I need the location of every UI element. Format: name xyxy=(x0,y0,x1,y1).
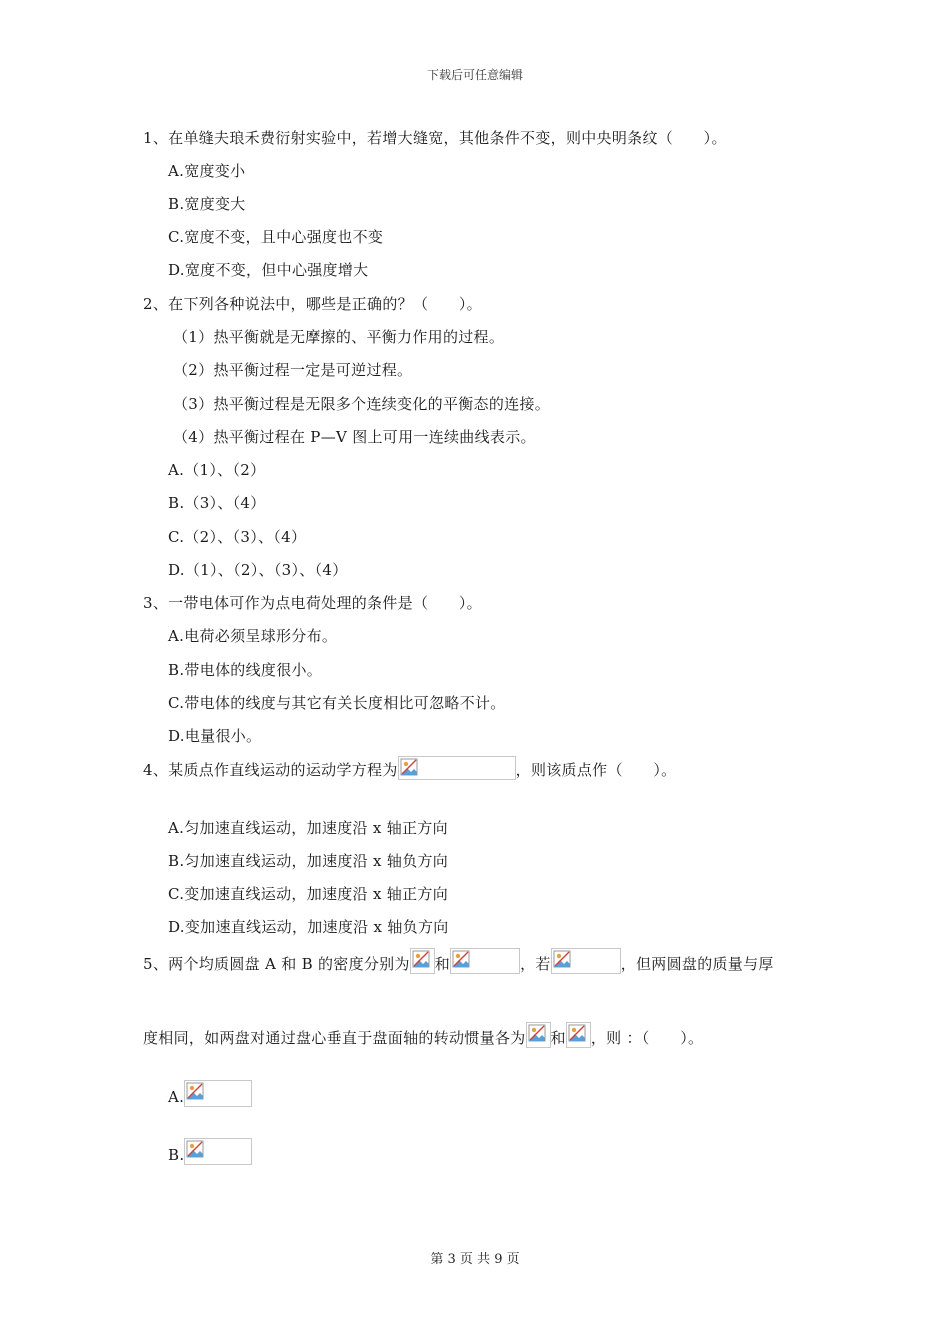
question-2-stem: 2、在下列各种说法中，哪些是正确的？（ ）。 xyxy=(143,295,482,313)
q5-line2-b: 和 xyxy=(550,1029,566,1047)
q4-option-d: D.变加速直线运动，加速度沿 x 轴负方向 xyxy=(168,918,449,936)
q5-line1-d: ，但两圆盘的质量与厚 xyxy=(620,955,774,973)
broken-image-icon xyxy=(553,950,571,968)
q3-option-d: D.电量很小。 xyxy=(168,727,262,745)
q5-inertia-b-image xyxy=(566,1022,591,1048)
q1-option-b: B.宽度变大 xyxy=(168,195,246,213)
q2-option-c: C.（2）、（3）、（4） xyxy=(168,528,307,546)
q2-statement-3: （3）热平衡过程是无限多个连续变化的平衡态的连接。 xyxy=(173,395,551,413)
q4-option-b: B.匀加速直线运动，加速度沿 x 轴负方向 xyxy=(168,852,449,870)
q2-statement-1: （1）热平衡就是无摩擦的、平衡力作用的过程。 xyxy=(173,328,505,346)
q1-option-d: D.宽度不变，但中心强度增大 xyxy=(168,261,369,279)
q5-density-b-image xyxy=(450,948,520,974)
q5-option-b-label: B. xyxy=(168,1146,185,1164)
question-3-stem: 3、一带电体可作为点电荷处理的条件是（ ）。 xyxy=(143,594,482,612)
q5-option-a-image xyxy=(184,1080,252,1107)
broken-image-icon xyxy=(568,1024,586,1042)
q5-line2-a: 度相同，如两盘对通过盘心垂直于盘面轴的转动惯量各为 xyxy=(143,1029,526,1047)
q5-option-a xyxy=(168,1080,252,1107)
broken-image-icon xyxy=(452,950,470,968)
q2-statement-2: （2）热平衡过程一定是可逆过程。 xyxy=(173,361,413,379)
question-5-stem-line2 xyxy=(143,1022,703,1048)
q3-option-b: B.带电体的线度很小。 xyxy=(168,661,323,679)
broken-image-icon xyxy=(186,1082,204,1100)
q3-option-c: C.带电体的线度与其它有关长度相比可忽略不计。 xyxy=(168,694,506,712)
q5-line1-b: 和 xyxy=(434,955,451,973)
broken-image-icon xyxy=(400,758,418,776)
q5-option-a-label: A. xyxy=(168,1088,185,1106)
q2-option-a: A.（1）、（2） xyxy=(168,461,266,479)
q5-line2-c: ，则 ：（ ）。 xyxy=(590,1029,704,1047)
page-footer: 第 3 页 共 9 页 xyxy=(430,1252,520,1267)
q5-inertia-a-image xyxy=(526,1022,551,1048)
q4-stem-after: ，则该质点作（ ）。 xyxy=(515,761,677,779)
q2-statement-4: （4）热平衡过程在 P—V 图上可用一连续曲线表示。 xyxy=(173,428,536,446)
broken-image-icon xyxy=(186,1140,204,1158)
q5-condition-image xyxy=(551,948,621,974)
q5-line1-a: 5、两个均质圆盘 A 和 B 的密度分别为 xyxy=(143,955,410,973)
q4-option-a: A.匀加速直线运动，加速度沿 x 轴正方向 xyxy=(168,819,448,837)
q1-option-a: A.宽度变小 xyxy=(168,162,246,180)
broken-image-icon xyxy=(412,950,430,968)
q5-line1-c: ，若 xyxy=(520,955,551,973)
q2-option-b: B.（3）、（4） xyxy=(168,494,266,512)
q4-option-c: C.变加速直线运动，加速度沿 x 轴正方向 xyxy=(168,885,449,903)
page-header: 下载后可任意编辑 xyxy=(426,68,523,82)
q1-option-c: C.宽度不变，且中心强度也不变 xyxy=(168,228,384,246)
q4-stem-before: 4、某质点作直线运动的运动学方程为 xyxy=(143,761,398,779)
q2-option-d: D.（1）、（2）、（3）、（4） xyxy=(168,561,348,579)
question-1-stem: 1、在单缝夫琅禾费衍射实验中，若增大缝宽，其他条件不变，则中央明条纹（ ）。 xyxy=(143,129,727,147)
q4-equation-image xyxy=(398,756,516,780)
broken-image-icon xyxy=(528,1024,546,1042)
question-4-stem xyxy=(143,756,676,780)
question-5-stem-line1 xyxy=(143,948,774,974)
q5-option-b-image xyxy=(184,1138,252,1165)
q3-option-a: A.电荷必须呈球形分布。 xyxy=(168,627,338,645)
q5-density-a-image xyxy=(410,948,435,974)
q5-option-b xyxy=(168,1138,252,1165)
